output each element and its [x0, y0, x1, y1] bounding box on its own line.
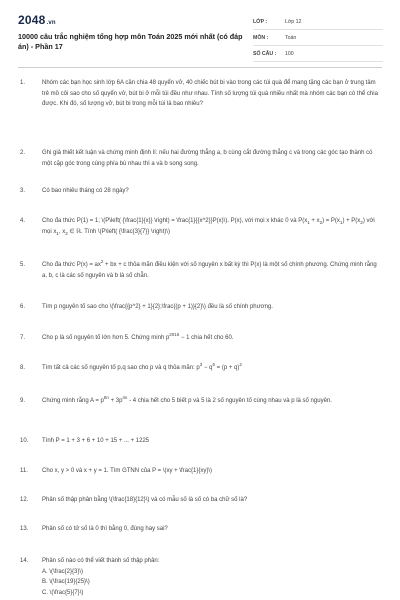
- superscript: 2: [239, 362, 242, 367]
- subscript: 1: [339, 220, 343, 226]
- question-number: 14.: [20, 558, 29, 564]
- question-text: [42, 302, 382, 313]
- question-item: [20, 148, 382, 169]
- superscript: 4n: [122, 395, 128, 400]
- question-number: 11.: [20, 468, 28, 474]
- text-run: Tìm p nguyên tố sao cho \(\frac{{p^2} + 1}{2};\frac{(p + 1)}{2}\) đều là số chính phương.: [42, 304, 273, 310]
- question-text: [42, 556, 382, 598]
- superscript: 8n: [103, 395, 109, 400]
- text-run: − 1 chia hết cho 60.: [179, 335, 234, 341]
- text-run: Tìm tất cả các số nguyên tố p,q sao cho p và q thỏa mãn: p: [42, 365, 200, 371]
- text-run: Có bao nhiêu tháng có 28 ngày?: [42, 188, 129, 194]
- text-run: Chứng minh rằng A = p: [42, 398, 104, 404]
- question-number: 1.: [20, 80, 26, 86]
- superscript: 3: [199, 362, 203, 367]
- text-run: ) + P(x: [342, 218, 361, 224]
- text-run: ) = P(x: [322, 218, 340, 224]
- text-run: Phân số có tử số là 0 thì bằng 0, đúng hay sai?: [42, 526, 168, 532]
- document-header: [0, 0, 400, 62]
- text-run: + bx + c thỏa mãn điều kiện với số nguyên x bất kỳ thì P(x) là một số chính phương. Chứng minh rằng a, b, c là các số nguyên và b là số chẵn.: [42, 262, 377, 279]
- question-text: [42, 524, 382, 535]
- question-text: [42, 436, 382, 447]
- question-text: [42, 148, 382, 169]
- header-divider: [18, 67, 382, 68]
- meta-value: Lớp 12: [285, 18, 302, 25]
- text-run: Nhóm các bạn học sinh lớp 6A cần chia 48 quyển vở, 40 chiếc bút bi vào trong các túi quà để mang tặng các bạn ở trung tâm trẻ mồ côi sao cho số quyển vở, bút bi ở mỗi túi đều như nhau. Tính số lượng túi quà nhiều nhất mà nhóm các bạn có thể chia được. Khi đó, số lượng vở, bút bi trong mỗi túi là bao nhiêu?: [42, 80, 378, 107]
- text-run: + x: [309, 218, 320, 224]
- superscript: 2016: [169, 332, 180, 337]
- question-item: [20, 78, 382, 110]
- text-run: ∈ ℝ. Tính \(P\left( {\frac{3}{7}} \right)\): [67, 228, 170, 235]
- document-meta: [253, 14, 383, 62]
- meta-value: Toán: [285, 34, 297, 41]
- superscript: 2: [100, 259, 104, 264]
- question-item: [20, 260, 382, 281]
- text-run: Ghi giả thiết kết luận và chứng minh định lí: nếu hai đường thẳng a, b cùng cắt đường thẳng c và trong các góc tạo thành có một cặp góc trong cùng phía bù nhau thì a và b song song.: [42, 150, 373, 167]
- meta-key: SỐ CÂU :: [253, 50, 277, 57]
- question-item: [20, 495, 382, 506]
- question-text: [42, 186, 382, 197]
- question-text: [42, 216, 382, 237]
- question-number: 7.: [20, 335, 26, 341]
- question-number: 10.: [20, 438, 29, 444]
- text-run: Cho đa thức P(x) = ax: [42, 262, 101, 268]
- text-run: ) với mọi x: [42, 218, 375, 235]
- meta-row-grade: [253, 14, 383, 30]
- question-number: 3.: [20, 188, 26, 194]
- question-text: [42, 495, 382, 506]
- subscript: 1: [307, 220, 310, 226]
- question-text: [42, 78, 382, 110]
- question-number: 2.: [20, 150, 26, 156]
- meta-key: LỚP :: [253, 18, 268, 25]
- answer-option[interactable]: A. \(\frac{2}{3}\): [42, 568, 84, 575]
- answer-option[interactable]: B. \(\frac{19}{25}\): [42, 579, 90, 585]
- question-item: [20, 524, 382, 535]
- text-run: − q: [202, 365, 213, 371]
- document-title: 10000 câu trắc nghiệm tổng hợp môn Toán 2025 mới nhất (có đáp án) - Phần 17: [18, 32, 243, 51]
- question-item: [20, 186, 382, 197]
- question-number: 5.: [20, 262, 26, 268]
- subscript: 2: [65, 230, 68, 236]
- text-run: + 3p: [108, 398, 123, 404]
- question-number: 4.: [20, 218, 26, 224]
- text-run: Phân số nào có thể viết thành số thập phân:: [42, 558, 160, 564]
- question-item: [20, 216, 382, 237]
- question-item: [20, 363, 382, 374]
- meta-row-count: [253, 46, 383, 62]
- logo-tld: .vn: [46, 20, 56, 26]
- question-text: [42, 260, 382, 281]
- question-text: [42, 396, 382, 407]
- subscript: 1: [56, 230, 59, 236]
- question-item: [20, 396, 382, 407]
- question-item: [20, 466, 382, 477]
- meta-value: 100: [285, 50, 294, 57]
- superscript: 5: [212, 362, 215, 367]
- subscript: 2: [319, 220, 323, 226]
- question-item: [20, 556, 382, 598]
- question-item: [20, 302, 382, 313]
- question-item: [20, 333, 382, 344]
- text-run: - 4 chia hết cho 5 biết p và 5 là 2 số nguyên tố cùng nhau và p là số nguyên.: [127, 398, 332, 404]
- question-number: 12.: [20, 497, 29, 503]
- site-logo[interactable]: [18, 13, 56, 27]
- answer-option[interactable]: C. \(\frac{5}{7}\): [42, 589, 84, 596]
- question-text: [42, 363, 382, 374]
- text-run: Tính P = 1 + 3 + 6 + 10 + 15 + ... + 1225: [42, 438, 150, 444]
- text-run: , x: [58, 228, 66, 235]
- text-run: Cho x, y > 0 và x + y = 1. Tìm GTNN của P = \(xy + \frac{1}{xy}\): [42, 468, 213, 474]
- question-number: 13.: [20, 526, 29, 532]
- text-run: = (p + q): [214, 365, 240, 371]
- question-item: [20, 436, 382, 447]
- question-text: [42, 333, 382, 344]
- meta-row-subject: [253, 30, 383, 46]
- question-text: [42, 466, 382, 477]
- text-run: Phân số thập phân bằng \(\frac{18}{12}\) và có mẫu số là số có ba chữ số là?: [42, 497, 248, 503]
- subscript: 2: [360, 220, 363, 226]
- text-run: Cho đa thức P(1) = 1; \(P\left( {\frac{1}{x}} \right) = \frac{1}{{x^2}}P(x)\). P(x), với mọi x khác 0 và P(x: [42, 218, 308, 224]
- text-run: Cho p là số nguyên tố lớn hơn 5. Chứng minh p: [42, 335, 170, 341]
- logo-text: 2048: [18, 13, 46, 27]
- question-number: 6.: [20, 304, 26, 310]
- meta-key: MÔN :: [253, 34, 269, 41]
- question-number: 8.: [20, 365, 26, 371]
- question-number: 9.: [20, 398, 26, 404]
